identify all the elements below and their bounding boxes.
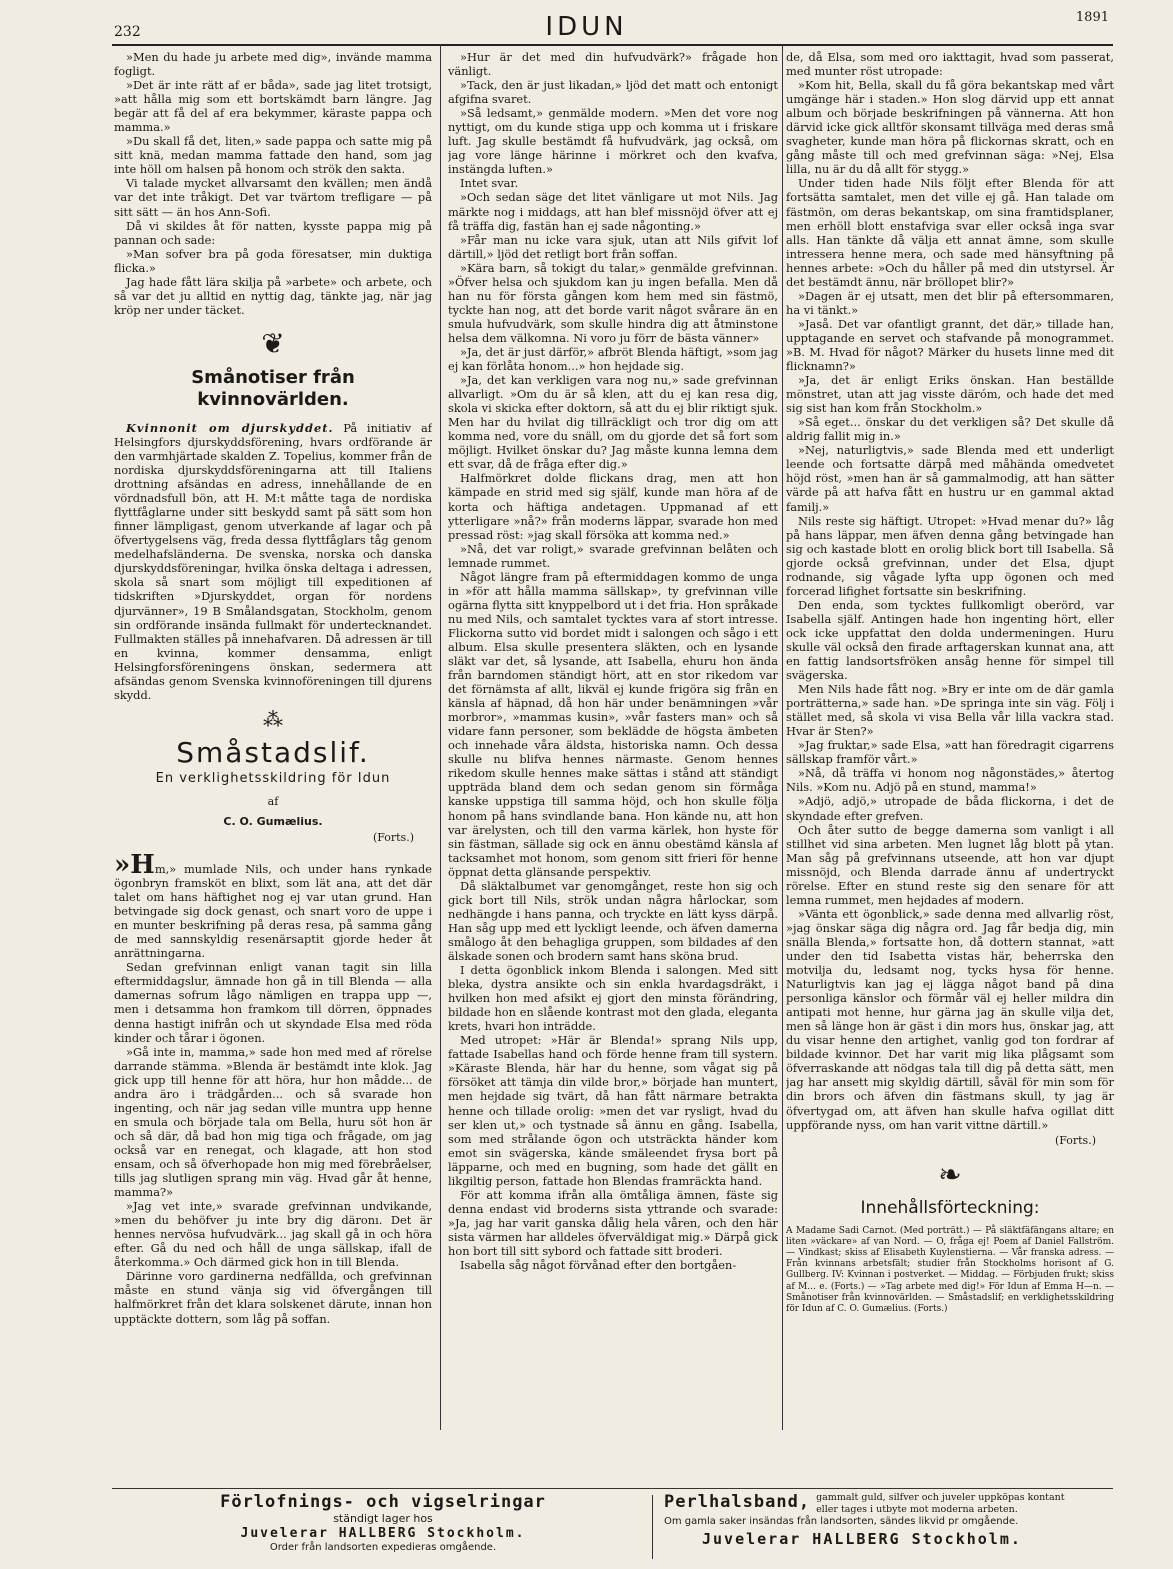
paragraph: Vi talade mycket allvarsamt den kvällen; men ändå var det inte tråkigt. Det var tvärtom trefligare — på sitt sätt — än hos Ann-Sofi.	[114, 176, 432, 219]
continued-label: (Forts.)	[372, 830, 414, 844]
paragraph: Med utropet: »Här är Blenda!» sprang Nils upp, fattade Isabellas hand och förde henne fram till systern. »Käraste Blenda, här har du henne, som vågat sig på försöket att tämja din vilde bror,» började han muntert, men hejdade sig tvärt, då han fått närmare betrakta henne och tillade orolig: »men det var rysligt, hvad du ser klen ut,» och tystnade så ännu en gång. Isabella, som med strålande ögon och utsträckta händer kom emot sin svägerska, kände smäleendet frysa bort på läpparne, och med en bugning, som hade det gällt en likgiltig person, fattade hon Blendas framräckta hand.	[448, 1033, 778, 1188]
advertisement-rings	[118, 1492, 648, 1554]
paragraph: »Dagen är ej utsatt, men det blir på eftersommaren, ha vi tänkt.»	[786, 288, 1114, 317]
story-title: Småstadslif.	[176, 735, 370, 769]
ads-rule	[112, 1488, 1113, 1489]
paragraph: »Får man nu icke vara sjuk, utan att Nils gifvit lof därtill,» ljöd det retligt bort från soffan.	[448, 232, 778, 261]
paragraph: »Nej, naturligtvis,» sade Blenda med ett underligt leende och fortsatte därpå med måhända omedvetet höjd röst, »men han är så gammalmodig, att han sätter värde på att hafva fått en hustru ur en gammal aktad familj.»	[786, 443, 1114, 514]
ad-firm: Juvelerar HALLBERG Stockholm.	[240, 1526, 526, 1541]
paragraph: Sedan grefvinnan enligt vanan tagit sin lilla eftermiddagslur, ämnade hon gå in till Blenda — alla damernas sofrum lågo nämligen en trappa upp —, men i detsamma hon framkom till dörren, öppnades denna hastigt inifrån och ut skyndade Elsa med röda kinder och tårar i ögonen.	[114, 960, 432, 1045]
notice-lead: Kvinnonit om djurskyddet.	[126, 420, 334, 435]
paragraph: »Och sedan säge det litet vänligare ut mot Nils. Jag märkte nog i middags, att han blef missnöjd öfver att ej få träffa dig, fastän han ej sade någonting.»	[448, 190, 778, 233]
paragraph: Därinne voro gardinerna nedfällda, och grefvinnan måste en stund vänja sig vid öfvergången till halfmörkret från det klara solskenet därute, innan hon upptäckte dottern, som låg på soffan.	[114, 1269, 432, 1326]
paragraph: »Kära barn, så tokigt du talar,» genmälde grefvinnan. »Öfver helsa och sjukdom kan ju ingen befalla. Men då han nu för första gången kom hem med sin fästmö, tyckte han nog, att det borde varit något svårare än en smula hufvudvärk, som skulle hindra dig att åtminstone helsa dem välkomna. Ni voro ju förr de bästa vänner»	[448, 260, 778, 345]
paragraph: »Nå, då träffa vi honom nog någonstädes,» återtog Nils. »Kom nu. Adjö på en stund, mamma!»	[786, 766, 1114, 795]
column-divider	[782, 44, 783, 1430]
paragraph: »Gå inte in, mamma,» sade hon med med af rörelse darrande stämma. »Blenda är bestämdt inte klok. Jag gick upp till henne för att höra, hur hon mådde... de andra äro i trädgården... och så svarade hon ingenting, och när jag sedan ville muntra upp henne en smula och började tala om Bella, huru söt hon är och så där, då bad hon mig tiga och frågade, om jag också var en renegat, och klagade, att hon stod ensam, och så öfverhopade hon mig med förebråelser, tills jag slutligen sprang min väg. Hvad går åt henne, mamma?»	[114, 1044, 432, 1200]
ad-line: Om gamla saker insändas från landsorten, sändes likvid pr omgående.	[664, 1516, 1019, 1527]
section-title: Smånotiser från kvinnovärlden.	[191, 366, 355, 410]
paragraph: Då släktalbumet var genomgånget, reste hon sig och gick bort till Nils, strök undan några hårlockar, som nedhängde i hans panna, och tryckte en lätt kyss därpå. Han såg upp med ett lyckligt leende, och äfven damerna smålogo åt den behagliga gruppen, som bildades af den älskade sonen och brodern samt hans sköna brud.	[448, 878, 778, 963]
paragraph: »Man sofver bra på goda föresatser, min duktiga flicka.»	[114, 246, 432, 275]
paragraph: »Kom hit, Bella, skall du få göra bekantskap med vårt umgänge här i staden.» Hon slog därvid upp ett annat album och började beskrifningen på vännerna. Att hon därvid icke gick alltför skonsamt tillväga med deras små svagheter, kunde man höra på flickornas skratt, och en gång måste till och med grefvinnan säga: »Nej, Elsa lilla, nu är du då allt för stygg.»	[786, 78, 1114, 177]
paragraph: I detta ögonblick inkom Blenda i salongen. Med sitt bleka, dystra ansikte och sin enkla hvardagsdräkt, i hvilken hon med afsikt ej gjort den minsta förändring, bildade hon en slående kontrast mot den glada, eleganta krets, hvari hon inträdde.	[448, 963, 778, 1034]
header-rule	[112, 44, 1113, 46]
paragraph: Under tiden hade Nils följt efter Blenda för att fortsätta samtalet, men det ville ej gå. Han talade om fästmön, om deras bekantskap, om sina framtidsplaner, men erhöll blott enstafviga svar eller också inga svar alls. Han tänkte då välja ett annat ämne, som skulle intressera henne mera, och sade med hänsyftning på hennes arbete: »Och du håller på med din utstyrsel. Är det bestämdt ännu, när bröllopet blir?»	[786, 176, 1114, 289]
year: 1891	[1075, 10, 1109, 25]
ads-divider	[652, 1495, 653, 1559]
advertisement-pearls	[664, 1492, 1124, 1550]
paragraph: Den enda, som tycktes fullkomligt oberörd, var Isabella själf. Antingen hade hon ingenting hört, eller ock icke uppfattat den dolda undermeningen. Huru skulle väl också den firade arftagerskan kunnat ana, att en fattig landsortsfröken ansåg henne för simpel till svägerska.	[786, 597, 1114, 683]
column-3	[786, 50, 1114, 1430]
ad-line: ständigt lager hos	[333, 1512, 433, 1525]
paragraph: »Så ledsamt,» genmälde modern. »Men det vore nog nyttigt, om du kunde stiga upp och komma ut i friskare luft. Jag skulle bestämdt få hufvudvärk, jag också, om jag vore länge härinne i mörkret och den kvafva, instängda luften.»	[448, 106, 778, 177]
paragraph: »Men du hade ju arbete med dig», invände mamma fogligt.	[114, 50, 432, 79]
paragraph: Halfmörkret dolde flickans drag, men att hon kämpade en strid med sig själf, kunde man höra af de korta och häftiga andetagen. Uppmanad af ett ytterligare »nå?» från moderns läppar, svarade hon med pressad röst: »jag skall försöka att komma ned.»	[448, 471, 778, 542]
paragraph: Isabella såg något förvånad efter den bortgåen-	[460, 1258, 737, 1273]
paragraph: »Hur är det med din hufvudvärk?» frågade hon vänligt.	[448, 50, 778, 79]
paragraph: »Jaså. Det var ofantligt grannt, det där,» tillade han, upptagande en servet och stafvande på monogrammet. »B. M. Hvad för något? Märker du husets linne med dit flicknamn?»	[786, 316, 1114, 374]
toc-text: A Madame Sadi Carnot. (Med porträtt.) — På släktfäfängans altare; en liten »väckare» af van Nord. — O, fråga ej! Poem af Daniel Fallström. — Vindkast; skiss af Elisabeth Kuylenstierna. — Vår franska adress. — Från kvinnans arbetsfält; studier från Stockholms horisont af G. Gullberg. IV: Kvinnan i postverket. — Middag. — Förbjuden frukt; skiss af M... e. (Forts.) — »Tag arbete med dig!» För Idun af Emma H—n. — Smånotiser från kvinnovärlden. — Småstadslif; en verklighetsskildring för Idun af C. O. Gumælius. (Forts.)	[786, 1225, 1114, 1315]
continued-label: (Forts.)	[1054, 1133, 1096, 1147]
author: C. O. Gumælius.	[223, 814, 323, 828]
paragraph: »Du skall få det, liten,» sade pappa och satte mig på sitt knä, medan mamma fattade den hand, som jag inte höll om halsen på honom och strök den sakta.	[114, 134, 432, 177]
paragraph: Något längre fram på eftermiddagen kommo de unga in »för att hålla mamma sällskap», ty grefvinnan ville ogärna flytta sitt knyppelbord ut i det fria. Hon språkade nu med Nils, och samtalet tycktes vara af stort intresse. Flickorna sutto vid bordet midt i salongen och sågo i ett album. Elsa skulle presentera släkten, och en lysande släkt var det, så lysande, att Isabella, ehuru hon ända från barndomen ständigt hört, att en stor rikedom var det förnämsta af allt, likväl ej kunde frigöra sig från en känsla af häpnad, då hon här under benämningen »vår morbror», »mammas kusin», »vår fasters man» och så vidare fann personer, som beklädde de högsta ämbeten och innehade våra äldsta, historiska namn. Och dessa skulle nu blifva hennes närmaste. Genom hennes rikedom skulle hennes make sättas i stånd att ständigt uppträda bland dem och sedan genom sin förmåga kanske uppstiga till samma höjd, och hon skulle följa honom på hans svindlande bana. Hon kände nu, att hon var ärelysten, och till den varma kärlek, hon hyste för sin fästman, sällade sig ock en ännu obestämd känsla af tacksamhet mot honom, som genom sitt frieri för henne öppnat detta glänsande perspektiv.	[448, 569, 778, 879]
drop-cap: »H	[114, 850, 155, 881]
paragraph: »Jag fruktar,» sade Elsa, »att han föredragit cigarrens sällskap framför vårt.»	[786, 738, 1114, 767]
paragraph: Och åter sutto de begge damerna som vanligt i all stillhet vid sina arbeten. Men lugnet låg blott på ytan. Man såg på grefvinnans utseende, att hon var djupt missnöjd, och Blenda darrade ännu af undertryckt rörelse. Efter en stund reste sig den senare för att lemna rummet, men hejdades af modern.	[786, 822, 1114, 907]
ad-title: Förlofnings- och vigselringar	[220, 1492, 546, 1512]
column-2	[448, 50, 778, 1430]
notice-body: På initiativ af Helsingfors djurskyddsförening, hvars ordförande är den varmhjärtade skalden Z. Topelius, kommer från de nordiska djurskyddsföreningarna att till Italiens drottning afsändas en adress, innehållande de en vördnadsfull bön, att H. M:t måtte taga de nordiska flyttfåglarne under sitt beskydd samt på sätt som hon finner lämpligast, genom utverkande af lagar och på öfvertygelsens väg, freda dessa flyttfåglars tåg genom medelhafsländerna. De svenska, norska och danska djurskyddsföreningar, hvilka önska deltaga i adressen, skola så snart som möjligt till expeditionen af tidskriften »Djurskyddet, organ för nordens djurvänner», 19 B Smålandsgatan, Stockholm, genom sin ordförande insända fullmakt för undertecknandet. Fullmakten ställes på innehafvaren. Då adressen är till en kvinna, kommer densamma, enligt Helsingforsföreningens önskan, sedermera att afsändas genom Svenska kvinnoföreningen till djurens skydd.	[114, 420, 432, 702]
column-divider	[440, 44, 441, 1430]
masthead-title: IDUN	[545, 12, 628, 42]
ornament-icon: ❦	[261, 326, 285, 360]
paragraph: Nils reste sig häftigt. Utropet: »Hvad menar du?» låg på hans läppar, men äfven denna gång betvingade han sig och kastade blott en orolig blick bort till Isabella. Så gjorde också grefvinnan, under det Elsa, djupt rodnande, sig vågade lyfta upp ögonen och med forcerad lifighet fortsatte sin beskrifning.	[786, 513, 1114, 598]
paragraph: de, då Elsa, som med oro iakttagit, hvad som passerat, med munter röst utropade:	[786, 50, 1114, 79]
paragraph: Jag hade fått lära skilja på »arbete» och arbete, och så var det ju alltid en nyttig dag, tänkte jag, när jag kröp ner under täcket.	[114, 274, 432, 317]
ornament-icon: ❧	[938, 1157, 962, 1191]
paragraph: »Ja, det kan verkligen vara nog nu,» sade grefvinnan allvarligt. »Om du är så klen, att du ej kan resa dig, skola vi skicka efter doktorn, så att du ej blir riktigt sjuk. Men har du hvilat dig tillräckligt och tror dig om att komma ned, vore du snäll, om du gjorde det så fort som möjligt. Hvilket önskar du? Jag måste kunna lemna dem ett svar, då de fråga efter dig.»	[448, 373, 778, 472]
ad-line: Order från landsorten expedieras omgående.	[269, 1542, 497, 1553]
ornament-icon: ⁂	[263, 706, 283, 731]
ad-side-text: gammalt guld, silfver och juveler uppköpas kontant eller tages i utbyte mot moderna arbeten.	[816, 1492, 1065, 1515]
paragraph: »Det är inte rätt af er båda», sade jag litet trotsigt, »att hålla mig som ett bortskämdt barn längre. Jag begär att få del af era bekymmer, käraste pappa och mamma.»	[114, 78, 432, 135]
paragraph: För att komma ifrån alla ömtåliga ämnen, fäste sig denna endast vid broderns sista yttrande och svarade: »Ja, jag har varit ganska dålig hela våren, och den här sista värmen har alldeles öfverväldigat mig.» Därpå gick hon bort till sitt sybord och fattade sitt broderi.	[448, 1187, 778, 1258]
page-number: 232	[114, 24, 141, 40]
byline-af: af	[267, 794, 279, 808]
ad-title: Perlhalsband,	[664, 1492, 811, 1512]
paragraph: »Vänta ett ögonblick,» sade denna med allvarlig röst, »jag önskar säga dig några ord. Jag får bedja dig, min snälla Blenda,» fortsatte hon, då dottern stannat, »att under den tid Isabetta vistas här, beherrska den motvilja du, ledsamt nog, tycks hysa för henne. Naturligtvis kan jag ej lägga något band på dina personliga känslor och förmår väl ej heller mildra din antipati mot henne, hur gärna jag än skulle vilja det, men så länge hon är gäst i din mors hus, önskar jag, att du visar henne den artighet, vanlig god ton fordrar af bildade kvinnor. Det har varit mig lika plågsamt som öfverraskande att nödgas tala till dig på detta sätt, men jag har ansett mig skyldig därtill, såväl för min som för din brors och äfven din fästmans skull, ty jag är öfvertygad om, att äfven han skulle hafva ogillat ditt uppförande nyss, om han varit vittne därtill.»	[786, 906, 1114, 1132]
paragraph: »Ja, det är enligt Eriks önskan. Han beställde mönstret, utan att jag visste däróm, och hade det med sig sist han kom från Stockholm.»	[786, 373, 1114, 416]
paragraph: »Tack, den är just likadan,» ljöd det matt och entonigt afgifna svaret.	[448, 78, 778, 107]
paragraph: »Så eget... önskar du det verkligen så? Det skulle då aldrig fallit mig in.»	[786, 415, 1114, 444]
paragraph: »Adjö, adjö,» utropade de båda flickorna, i det de skyndade efter grefven.	[786, 794, 1114, 823]
paragraph: Men Nils hade fått nog. »Bry er inte om de där gamla porträtterna,» sade han. »De springa inte sin väg. Följ i stället med, så skola vi visa Bella vår lilla vackra stad. Hvar är Sten?»	[786, 682, 1114, 739]
paragraph: m,» mumlade Nils, och under hans rynkade ögonbryn framsköt en blixt, som lät ana, att det där talet om hans häftighet nog ej var utan grund. Han betvingade sig dock genast, och snart voro de uppe i en munter beskrifning på deras resa, på samma gång de med sannskyldig resenärsaptit gjorde heder åt anrättningarna.	[114, 862, 432, 961]
paragraph: Då vi skildes åt för natten, kysste pappa mig på pannan och sade:	[114, 218, 432, 247]
column-1	[114, 50, 432, 1430]
paragraph: Intet svar.	[460, 176, 519, 191]
toc-title: Innehållsförteckning:	[860, 1197, 1040, 1218]
paragraph: »Ja, det är just därför,» afbröt Blenda häftigt, »som jag ej kan förlåta honom...» hon hejdade sig.	[448, 344, 778, 374]
story-subtitle: En verklighetsskildring för Idun	[155, 770, 391, 786]
paragraph: »Jag vet inte,» svarade grefvinnan undvikande, »men du behöfver ju inte bry dig däronı. Det är hennes nervösa hufvudvärk... jag skall gå in och höra efter. Gå du ned och håll de unga sällskap, ifall de återkomma.» Och därmed gick hon in till Blenda.	[114, 1199, 432, 1270]
ad-firm: Juvelerar HALLBERG Stockholm.	[702, 1530, 1022, 1548]
paragraph: »Nå, det var roligt,» svarade grefvinnan belåten och lemnade rummet.	[448, 541, 778, 570]
